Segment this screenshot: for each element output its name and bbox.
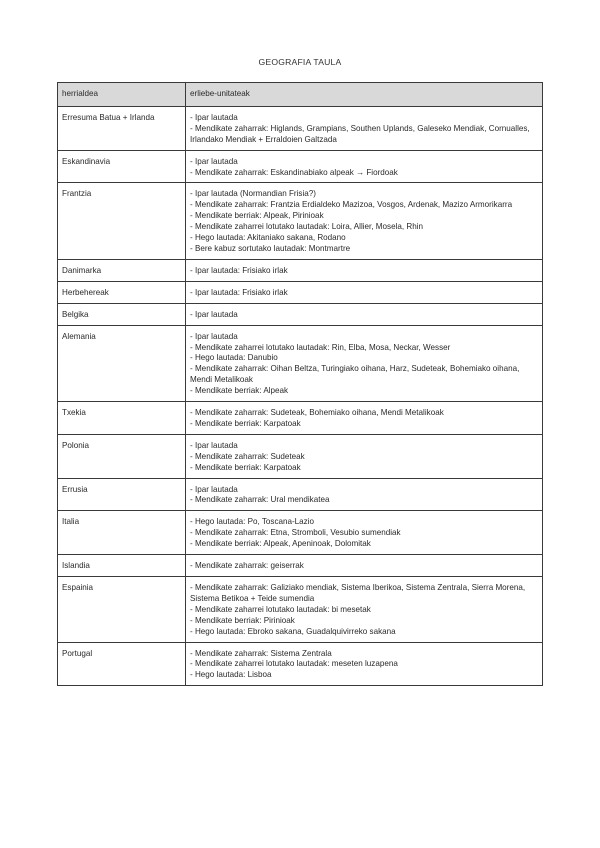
relief-line: - Mendikate zaharrei lotutako lautadak: meseten luzapena xyxy=(190,659,398,669)
relief-cell xyxy=(186,106,543,150)
table-row xyxy=(58,511,543,555)
relief-line: - Hego lautada: Po, Toscana-Lazio xyxy=(190,517,315,527)
header-relief: erliebe-unitateak xyxy=(186,83,543,107)
relief-line: - Mendikate zaharrak: geiserrak xyxy=(190,561,304,571)
relief-cell xyxy=(186,183,543,259)
country-cell: Islandia xyxy=(58,555,186,577)
relief-cell xyxy=(186,577,543,643)
relief-line: - Ipar lautada: Frisiako irlak xyxy=(190,287,288,297)
country-cell: Frantzia xyxy=(58,183,186,259)
relief-line: - Mendikate berriak: Alpeak, Pirinioak xyxy=(190,211,324,221)
table-row xyxy=(58,325,543,401)
country-cell: Txekia xyxy=(58,402,186,435)
geography-table xyxy=(57,82,543,686)
table-row xyxy=(58,577,543,643)
relief-line: - Hego lautada: Akitaniako sakana, Rodano xyxy=(190,233,346,243)
relief-line: - Ipar lautada (Normandian Frisia?) xyxy=(190,189,316,199)
relief-line: - Hego lautada: Ebroko sakana, Guadalquivirreko sakana xyxy=(190,626,396,636)
country-cell: Eskandinavia xyxy=(58,150,186,183)
table-row xyxy=(58,281,543,303)
relief-line: - Mendikate zaharrak: Galiziako mendiak, Sistema Iberikoa, Sistema Zentrala, Sierra Morena, Sistema Betikoa + Teide sumendia xyxy=(190,583,526,603)
relief-line: - Ipar lautada xyxy=(190,112,238,122)
relief-line: - Mendikate berriak: Alpeak xyxy=(190,386,289,396)
table-body xyxy=(58,106,543,685)
relief-line: - Mendikate zaharrak: Etna, Stromboli, Vesubio sumendiak xyxy=(190,528,401,538)
table-row xyxy=(58,402,543,435)
relief-line: - Mendikate zaharrei lotutako lautadak: Rin, Elba, Mosa, Neckar, Wesser xyxy=(190,342,451,352)
relief-cell xyxy=(186,511,543,555)
relief-line: - Mendikate zaharrak: Sudeteak xyxy=(190,451,305,461)
relief-line: - Ipar lautada xyxy=(190,484,238,494)
relief-line: - Hego lautada: Lisboa xyxy=(190,670,272,680)
relief-line: - Mendikate berriak: Karpatoak xyxy=(190,462,301,472)
country-cell: Belgika xyxy=(58,303,186,325)
country-cell: Espainia xyxy=(58,577,186,643)
relief-cell xyxy=(186,555,543,577)
relief-line: - Mendikate zaharrei lotutako lautadak: bi mesetak xyxy=(190,604,371,614)
relief-line: - Bere kabuz sortutako lautadak: Montmartre xyxy=(190,243,351,253)
country-cell: Errusia xyxy=(58,478,186,511)
table-header xyxy=(58,83,543,107)
relief-line: - Mendikate berriak: Alpeak, Apeninoak, Dolomitak xyxy=(190,539,371,549)
country-cell: Danimarka xyxy=(58,259,186,281)
country-cell: Erresuma Batua + Irlanda xyxy=(58,106,186,150)
relief-cell xyxy=(186,150,543,183)
relief-line: - Mendikate zaharrak: Higlands, Grampians, Southen Uplands, Galeseko Mendiak, Cornualles, Irlandako Mendiak + Erraldoien Galtzada xyxy=(190,123,530,144)
relief-line: - Ipar lautada: Frisiako irlak xyxy=(190,265,288,275)
relief-line: - Mendikate zaharrak: Frantzia Erdialdeko Mazizoa, Vosgos, Ardenak, Mazizo Armorikarra xyxy=(190,200,513,210)
relief-line: - Mendikate zaharrak: Ural mendikatea xyxy=(190,495,330,505)
table-row xyxy=(58,303,543,325)
relief-cell xyxy=(186,478,543,511)
table-row xyxy=(58,106,543,150)
page-title: GEOGRAFIA TAULA xyxy=(258,57,342,67)
relief-cell xyxy=(186,325,543,401)
relief-cell xyxy=(186,303,543,325)
relief-line: - Ipar lautada xyxy=(190,156,238,166)
relief-line: - Ipar lautada xyxy=(190,309,238,319)
relief-line: - Mendikate zaharrei lotutako lautadak: Loira, Allier, Mosela, Rhin xyxy=(190,222,424,232)
table-row xyxy=(58,642,543,686)
relief-line: - Mendikate zaharrak: Eskandinabiako alpeak → Fiordoak xyxy=(190,167,398,177)
table-row xyxy=(58,555,543,577)
relief-line: - Mendikate berriak: Karpatoak xyxy=(190,418,301,428)
table-row xyxy=(58,259,543,281)
country-cell: Italia xyxy=(58,511,186,555)
relief-line: - Mendikate zaharrak: Oihan Beltza, Turingiako oihana, Harz, Sudeteak, Bohemiako oihana, Mendi Metalikoak xyxy=(190,364,520,385)
relief-cell xyxy=(186,259,543,281)
country-cell: Polonia xyxy=(58,434,186,478)
table-row xyxy=(58,478,543,511)
relief-line: - Mendikate berriak: Pirinioak xyxy=(190,615,295,625)
country-cell: Alemania xyxy=(58,325,186,401)
country-cell: Portugal xyxy=(58,642,186,686)
table-row xyxy=(58,183,543,259)
country-cell: Herbehereak xyxy=(58,281,186,303)
table-row xyxy=(58,150,543,183)
relief-line: - Mendikate zaharrak: Sistema Zentrala xyxy=(190,648,332,658)
relief-line: - Mendikate zaharrak: Sudeteak, Bohemiako oihana, Mendi Metalikoak xyxy=(190,408,444,418)
table-row xyxy=(58,434,543,478)
header-country: herrialdea xyxy=(58,83,186,107)
header-row xyxy=(58,83,543,107)
relief-cell xyxy=(186,434,543,478)
relief-cell xyxy=(186,642,543,686)
relief-line: - Ipar lautada xyxy=(190,331,238,341)
relief-line: - Ipar lautada xyxy=(190,440,238,450)
relief-cell xyxy=(186,281,543,303)
relief-cell xyxy=(186,402,543,435)
relief-line: - Hego lautada: Danubio xyxy=(190,353,278,363)
